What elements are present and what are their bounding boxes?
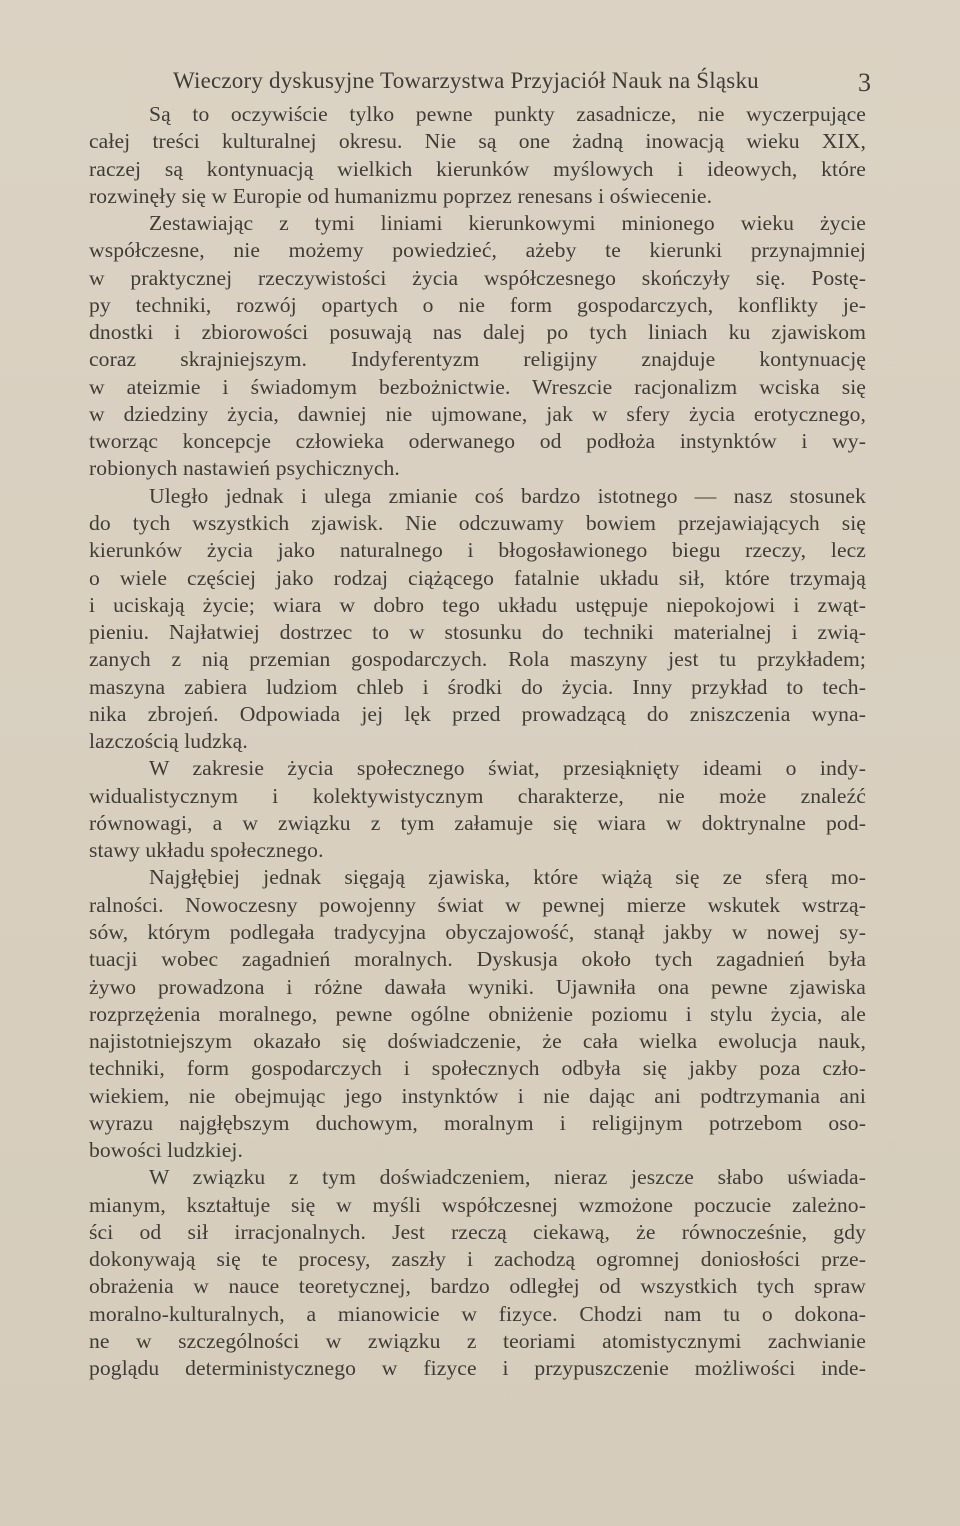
text-line: Najgłębiej jednak sięgają zjawiska, które wiążą się ze sferą mo-: [149, 865, 866, 890]
text-line: całej treści kulturalnej okresu. Nie są one żadną inowacją wieku XIX,: [89, 129, 866, 154]
text-line: Są to oczywiście tylko pewne punkty zasadnicze, nie wyczerpujące: [149, 102, 866, 126]
text-line: obrażenia w nauce teoretycznej, bardzo odległej od wszystkich tych spraw: [89, 1274, 866, 1299]
text-line: żywo prowadzona i różne dawała wyniki. Ujawniła ona pewne zjawiska: [89, 974, 866, 999]
text-line: widualistycznym i kolektywistycznym charakterze, nie może znaleźć: [89, 783, 866, 808]
text-line: maszyna zabiera ludziom chleb i środki do życia. Inny przykład to tech-: [89, 674, 866, 699]
text-line: współczesne, nie możemy powiedzieć, ażeby te kierunki przynajmniej: [89, 238, 866, 263]
text-line: Zestawiając z tymi liniami kierunkowymi minionego wieku życie: [149, 211, 866, 236]
text-line: W związku z tym doświadczeniem, nieraz jeszcze słabo uświada-: [149, 1165, 866, 1190]
text-line: nika zbrojeń. Odpowiada jej lęk przed prowadzącą do zniszczenia wyna-: [89, 701, 866, 726]
text-line: stawy układu społecznego.: [89, 838, 324, 863]
running-header: [173, 66, 873, 106]
text-line: o wiele częściej jako rodzaj ciążącego fatalnie układu sił, które trzymają: [89, 565, 866, 590]
text-line: Uległo jednak i ulega zmianie coś bardzo istotnego — nasz stosunek: [149, 483, 866, 508]
text-line: wyrazu najgłębszym duchowym, moralnym i religijnym potrzebom oso-: [89, 1110, 866, 1135]
text-line: tworząc koncepcje człowieka oderwanego od podłoża instynktów i wy-: [89, 429, 866, 454]
text-line: wiekiem, nie obejmując jego instynktów i nie dając ani podtrzymania ani: [89, 1083, 866, 1108]
text-line: W zakresie życia społecznego świat, przesiąknięty ideami o indy-: [149, 756, 866, 781]
text-line: tuacji wobec zagadnień moralnych. Dyskusja około tych zagadnień była: [89, 947, 866, 972]
text-line: techniki, form gospodarczych i społecznych odbyła się jakby poza czło-: [89, 1056, 866, 1081]
text-line: do tych wszystkich zjawisk. Nie odczuwamy bowiem przejawiających się: [89, 510, 866, 535]
page-number: 3: [858, 68, 871, 97]
text-line: py techniki, rozwój opartych o nie form gospodarczych, konflikty je-: [89, 292, 866, 317]
text-line: i uciskają życie; wiara w dobro tego układu ustępuje niepokojowi i zwąt-: [89, 592, 866, 617]
text-line: sów, którym podlegała tradycyjna obyczajowość, stanął jakby w nowej sy-: [89, 919, 866, 944]
text-line: rozwinęły się w Europie od humanizmu poprzez renesans i oświecenie.: [89, 183, 713, 208]
text-line: w dziedziny życia, dawniej nie ujmowane, jak w sfery życia erotycznego,: [89, 401, 866, 426]
text-line: dnostki i zbiorowości posuwają nas dalej po tych liniach ku zjawiskom: [89, 320, 866, 345]
text-line: najistotniejszym okazało się doświadczenie, że cała wielka ewolucja nauk,: [89, 1029, 866, 1054]
text-line: dokonywają się te procesy, zaszły i zachodzą ogromnej doniosłości prze-: [89, 1247, 866, 1272]
body-text: [89, 101, 866, 1382]
text-line: bowości ludzkiej.: [89, 1138, 244, 1163]
text-line: moralno-kulturalnych, a mianowicie w fizyce. Chodzi nam tu o dokona-: [89, 1301, 866, 1326]
text-line: poglądu deterministycznego w fizyce i przypuszczenie możliwości inde-: [89, 1356, 866, 1381]
text-line: coraz skrajniejszym. Indyferentyzm religijny znajduje kontynuację: [89, 347, 866, 372]
text-line: mianym, kształtuje się w myśli współczesnej wzmożone poczucie zależno-: [89, 1192, 866, 1217]
text-line: robionych nastawień psychicznych.: [89, 456, 400, 481]
text-line: w praktycznej rzeczywistości życia współczesnego skończyły się. Postę-: [89, 265, 866, 290]
text-line: w ateizmie i świadomym bezbożnictwie. Wreszcie racjonalizm wciska się: [89, 374, 866, 399]
text-line: raczej są kontynuacją wielkich kierunków myślowych i ideowych, które: [89, 156, 866, 181]
text-line: równowagi, a w związku z tym załamuje się wiara w doktrynalne pod-: [89, 810, 866, 835]
text-line: zanych z nią przemian gospodarczych. Rola maszyny jest tu przykładem;: [89, 647, 866, 672]
text-line: pieniu. Najłatwiej dostrzec to w stosunku do techniki materialnej i zwią-: [89, 620, 866, 645]
text-line: ne w szczególności w związku z teoriami atomistycznymi zachwianie: [89, 1328, 866, 1353]
text-line: kierunków życia jako naturalnego i błogosławionego biegu rzeczy, lecz: [89, 538, 866, 563]
text-line: ści od sił irracjonalnych. Jest rzeczą ciekawą, że równocześnie, gdy: [89, 1219, 866, 1244]
header-title: Wieczory dyskusyjne Towarzystwa Przyjaciół Nauk na Śląsku: [173, 68, 759, 93]
text-line: lazczością ludzką.: [89, 729, 248, 754]
text-line: ralności. Nowoczesny powojenny świat w pewnej mierze wskutek wstrzą-: [89, 892, 866, 917]
text-line: rozprzężenia moralnego, pewne ogólne obniżenie poziomu i stylu życia, ale: [89, 1001, 866, 1026]
